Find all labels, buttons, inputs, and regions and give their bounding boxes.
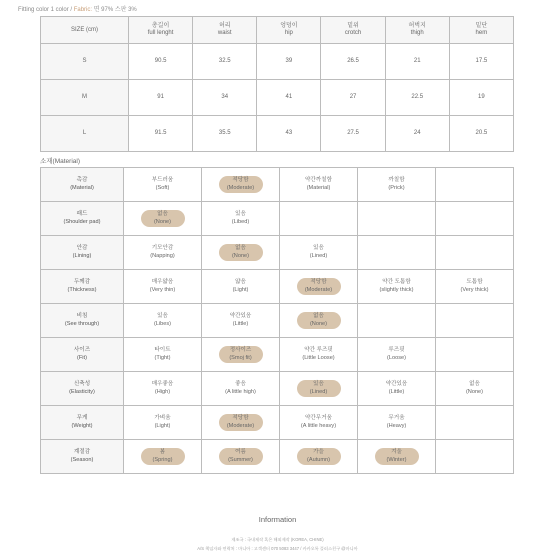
option-name-en: (Napping) <box>150 252 175 259</box>
material-option <box>297 176 341 193</box>
material-option-cell <box>280 440 358 474</box>
size-row <box>41 116 514 152</box>
option-name-en: (None) <box>465 388 484 395</box>
option-name-ko: 정사이즈 <box>229 347 252 353</box>
column-name-ko: 밑위 <box>347 23 359 29</box>
selected-option <box>297 312 341 329</box>
selected-option <box>219 414 263 431</box>
material-row <box>41 406 514 440</box>
material-option-cell <box>436 338 514 372</box>
manufacture-country: 제조국 : 국내제작 혹은 해외제작 (KOREA, CHINE) <box>231 537 324 542</box>
fabric-value: 면 97% 스판 3% <box>92 7 137 13</box>
selected-option <box>297 380 341 397</box>
material-option-cell <box>280 236 358 270</box>
option-name-ko: 루즈핏 <box>388 347 405 353</box>
option-name-en: (High) <box>154 388 171 395</box>
option-name-ko: 약간있음 <box>385 381 408 387</box>
material-option <box>453 278 497 295</box>
material-option <box>141 176 185 193</box>
material-option-cell <box>358 202 436 236</box>
material-option-cell <box>436 406 514 440</box>
size-value: 91 <box>129 80 193 116</box>
size-column-header <box>385 17 449 44</box>
option-name-ko: 타이트 <box>154 347 171 353</box>
size-value: 19 <box>449 80 513 116</box>
size-value: 27 <box>321 80 385 116</box>
size-value: 24 <box>385 116 449 152</box>
material-option-cell <box>124 440 202 474</box>
attribute-name-en: (Lining) <box>72 252 92 259</box>
option-name-en: (Smoj fit) <box>229 354 252 361</box>
material-option <box>375 346 419 363</box>
material-option-cell <box>436 372 514 406</box>
option-name-ko: 적당함 <box>232 415 249 421</box>
option-name-ko: 있음 <box>235 211 246 217</box>
selected-option <box>297 448 341 465</box>
material-option <box>297 414 341 431</box>
attribute-name-en: (Elasticity) <box>69 388 95 395</box>
material-option-cell <box>358 270 436 304</box>
attribute-name-en: (Material) <box>70 184 94 191</box>
option-name-ko: 도톰함 <box>466 279 483 285</box>
material-option <box>219 312 263 329</box>
size-value: 35.5 <box>193 116 257 152</box>
material-option-cell <box>202 406 280 440</box>
option-name-ko: 약간까칠함 <box>304 177 333 183</box>
size-value: 32.5 <box>193 44 257 80</box>
option-name-ko: 좋음 <box>235 381 246 387</box>
material-option-cell <box>124 202 202 236</box>
material-option-cell <box>280 202 358 236</box>
size-value: 43 <box>257 116 321 152</box>
option-name-ko: 약간 루즈핏 <box>304 347 333 353</box>
material-option-cell <box>280 304 358 338</box>
option-name-en: (Moderate) <box>226 422 255 429</box>
column-name-ko: 허벅지 <box>408 23 426 29</box>
column-name-en: hem <box>475 30 488 36</box>
option-name-ko: 약간있음 <box>229 313 252 319</box>
option-name-ko: 있음 <box>157 313 168 319</box>
option-name-ko: 없음 <box>235 245 246 251</box>
size-value: 26.5 <box>321 44 385 80</box>
option-name-en: (Libes) <box>153 320 172 327</box>
attribute-name-ko: 촉감 <box>76 177 88 183</box>
size-value: 27.5 <box>321 116 385 152</box>
size-column-header <box>193 17 257 44</box>
material-attribute <box>41 202 124 236</box>
option-name-en: (Libed) <box>231 218 250 225</box>
information-title: Information <box>258 515 297 524</box>
attribute-name-en: (Fit) <box>77 354 87 361</box>
option-name-ko: 약간 도톰함 <box>382 279 411 285</box>
size-value: 17.5 <box>449 44 513 80</box>
size-value: 21 <box>385 44 449 80</box>
size-label: L <box>41 116 129 152</box>
attribute-name-ko: 안감 <box>76 245 88 251</box>
option-name-en: (Loose) <box>387 354 406 361</box>
material-attribute <box>41 236 124 270</box>
material-option-cell <box>280 372 358 406</box>
option-name-ko: 없음 <box>157 211 168 217</box>
option-name-ko: 가을 <box>313 449 324 455</box>
material-option <box>141 312 185 329</box>
option-name-en: (Winter) <box>386 456 407 463</box>
material-option-cell <box>436 168 514 202</box>
material-option-cell <box>280 406 358 440</box>
option-name-en: (Little) <box>232 320 249 327</box>
column-name-en: thigh <box>410 30 424 36</box>
attribute-name-ko: 사이즈 <box>73 347 91 353</box>
material-option-cell <box>202 440 280 474</box>
size-row <box>41 80 514 116</box>
option-name-ko: 얇음 <box>235 279 246 285</box>
option-name-ko: 있음 <box>313 245 324 251</box>
material-option-cell <box>202 236 280 270</box>
option-name-en: (Moderate) <box>226 184 255 191</box>
attribute-name-ko: 신축성 <box>73 381 91 387</box>
material-option <box>453 380 497 397</box>
material-option <box>219 380 263 397</box>
selected-option <box>141 210 185 227</box>
material-option-cell <box>358 406 436 440</box>
material-option-cell <box>202 338 280 372</box>
material-row <box>41 270 514 304</box>
material-row <box>41 372 514 406</box>
material-row <box>41 202 514 236</box>
material-option <box>375 278 419 295</box>
option-name-ko: 가벼움 <box>154 415 171 421</box>
size-column-header <box>449 17 513 44</box>
size-value: 39 <box>257 44 321 80</box>
option-name-ko: 여름 <box>235 449 246 455</box>
size-value: 91.5 <box>129 116 193 152</box>
option-name-en: (None) <box>309 320 328 327</box>
option-name-en: (Summer) <box>228 456 253 463</box>
option-name-en: (A little heavy) <box>300 422 337 429</box>
material-option-cell <box>202 168 280 202</box>
column-name-ko: 허리 <box>218 23 231 29</box>
material-option-cell <box>358 304 436 338</box>
material-option-cell <box>124 406 202 440</box>
option-name-en: (Prick) <box>388 184 405 191</box>
option-name-ko: 부드러움 <box>151 177 174 183</box>
option-name-en: (Spring) <box>152 456 173 463</box>
size-row <box>41 44 514 80</box>
size-value: 41 <box>257 80 321 116</box>
option-name-ko: 봄 <box>159 449 166 455</box>
size-value: 20.5 <box>449 116 513 152</box>
material-option-cell <box>358 338 436 372</box>
attribute-name-ko: 계절감 <box>73 449 91 455</box>
material-row <box>41 338 514 372</box>
material-option-cell <box>202 202 280 236</box>
option-name-en: (Lined) <box>309 388 328 395</box>
material-option-cell <box>202 372 280 406</box>
option-name-ko: 까칠함 <box>388 177 405 183</box>
column-name-ko: 총길이 <box>151 23 170 29</box>
option-name-ko: 적당함 <box>232 177 249 183</box>
column-name-en: full lenght <box>147 30 174 36</box>
size-header-label: SIZE (cm) <box>41 17 129 44</box>
option-name-en: (Little Loose) <box>302 354 335 361</box>
option-name-en: (Light) <box>154 422 171 429</box>
selected-option <box>219 448 263 465</box>
material-attribute <box>41 372 124 406</box>
size-label: S <box>41 44 129 80</box>
attribute-name-ko: 비침 <box>76 313 88 319</box>
material-option-cell <box>358 372 436 406</box>
option-name-en: (Soft) <box>155 184 170 191</box>
size-column-header <box>321 17 385 44</box>
size-column-header <box>129 17 193 44</box>
option-name-en: (Light) <box>232 286 249 293</box>
material-option-cell <box>436 440 514 474</box>
material-title: 소재(Material) <box>40 158 81 165</box>
material-attribute <box>41 406 124 440</box>
fabric-label: Fabric: <box>73 7 93 13</box>
attribute-name-ko: 두께감 <box>73 279 91 285</box>
size-label: M <box>41 80 129 116</box>
size-table <box>40 16 514 152</box>
material-option <box>219 210 263 227</box>
fitting-caption <box>18 4 137 13</box>
material-attribute <box>41 270 124 304</box>
option-name-en: (slightly thick) <box>379 286 414 293</box>
as-contact: A/S 책임자와 연락처 : 마니아 : 고객센터 070 5083 3447 / 카카오톡 플러스친구 @마니아 <box>197 546 358 551</box>
size-column-header <box>257 17 321 44</box>
material-option <box>141 346 185 363</box>
material-option-cell <box>124 372 202 406</box>
size-header-row <box>41 17 514 44</box>
material-option <box>141 278 185 295</box>
column-name-en: crotch <box>344 30 362 36</box>
attribute-name-ko: 패드 <box>76 211 88 217</box>
material-option-cell <box>358 440 436 474</box>
material-option-cell <box>358 168 436 202</box>
material-option-cell <box>436 236 514 270</box>
selected-option <box>375 448 419 465</box>
material-option-cell <box>202 304 280 338</box>
attribute-name-ko: 무게 <box>76 415 88 421</box>
option-name-ko: 매우좋음 <box>151 381 174 387</box>
option-name-en: (Lined) <box>309 252 328 259</box>
attribute-name-en: (Weight) <box>71 422 93 429</box>
option-name-en: (Tight) <box>154 354 171 361</box>
material-attribute <box>41 338 124 372</box>
option-name-ko: 기모안감 <box>151 245 174 251</box>
material-option-cell <box>202 270 280 304</box>
option-name-en: (Autumn) <box>306 456 330 463</box>
selected-option <box>219 346 263 363</box>
material-option-cell <box>280 168 358 202</box>
size-value: 22.5 <box>385 80 449 116</box>
material-option-cell <box>280 338 358 372</box>
material-row <box>41 236 514 270</box>
material-row <box>41 168 514 202</box>
material-option <box>375 414 419 431</box>
option-name-ko: 적당함 <box>310 279 327 285</box>
material-row <box>41 304 514 338</box>
attribute-name-en: (Season) <box>70 456 94 463</box>
material-option <box>375 380 419 397</box>
option-name-ko: 없음 <box>469 381 480 387</box>
column-name-en: hip <box>284 30 293 36</box>
option-name-en: (Heavy) <box>386 422 407 429</box>
material-option <box>375 176 419 193</box>
column-name-ko: 밑단 <box>475 23 488 29</box>
material-option <box>141 380 185 397</box>
selected-option <box>219 244 263 261</box>
material-option-cell <box>124 304 202 338</box>
option-name-ko: 있음 <box>313 381 324 387</box>
material-option-cell <box>124 338 202 372</box>
option-name-en: (Very thick) <box>460 286 489 293</box>
material-option <box>141 414 185 431</box>
option-name-en: (Very thin) <box>149 286 176 293</box>
fitting-prefix: Fitting color 1 color / <box>18 7 74 13</box>
material-attribute <box>41 304 124 338</box>
size-value: 34 <box>193 80 257 116</box>
material-option-cell <box>436 270 514 304</box>
material-option-cell <box>436 304 514 338</box>
option-name-ko: 없음 <box>313 313 324 319</box>
material-option <box>297 346 341 363</box>
option-name-en: (None) <box>231 252 250 259</box>
option-name-ko: 매우얇음 <box>151 279 174 285</box>
option-name-en: (Material) <box>306 184 331 191</box>
material-option <box>141 244 185 261</box>
option-name-en: (A little high) <box>225 388 256 395</box>
attribute-name-en: (Shoulder pad) <box>63 218 101 225</box>
option-name-ko: 무거움 <box>388 415 405 421</box>
option-name-ko: 겨울 <box>391 449 402 455</box>
option-name-ko: 약간무거움 <box>304 415 333 421</box>
material-attribute <box>41 440 124 474</box>
material-option-cell <box>280 270 358 304</box>
material-option <box>219 278 263 295</box>
option-name-en: (Moderate) <box>304 286 333 293</box>
material-option-cell <box>124 236 202 270</box>
attribute-name-en: (Thickness) <box>67 286 97 293</box>
material-option <box>297 244 341 261</box>
material-table <box>40 167 514 474</box>
selected-option <box>219 176 263 193</box>
material-option-cell <box>124 168 202 202</box>
column-name-ko: 엉덩이 <box>280 23 298 29</box>
selected-option <box>297 278 341 295</box>
size-value: 90.5 <box>129 44 193 80</box>
selected-option <box>141 448 185 465</box>
material-row <box>41 440 514 474</box>
option-name-en: (Little) <box>388 388 405 395</box>
material-attribute <box>41 168 124 202</box>
option-name-en: (None) <box>153 218 172 225</box>
material-option-cell <box>124 270 202 304</box>
material-option-cell <box>436 202 514 236</box>
material-option-cell <box>358 236 436 270</box>
column-name-en: waist <box>217 30 232 36</box>
attribute-name-en: (See through) <box>64 320 100 327</box>
